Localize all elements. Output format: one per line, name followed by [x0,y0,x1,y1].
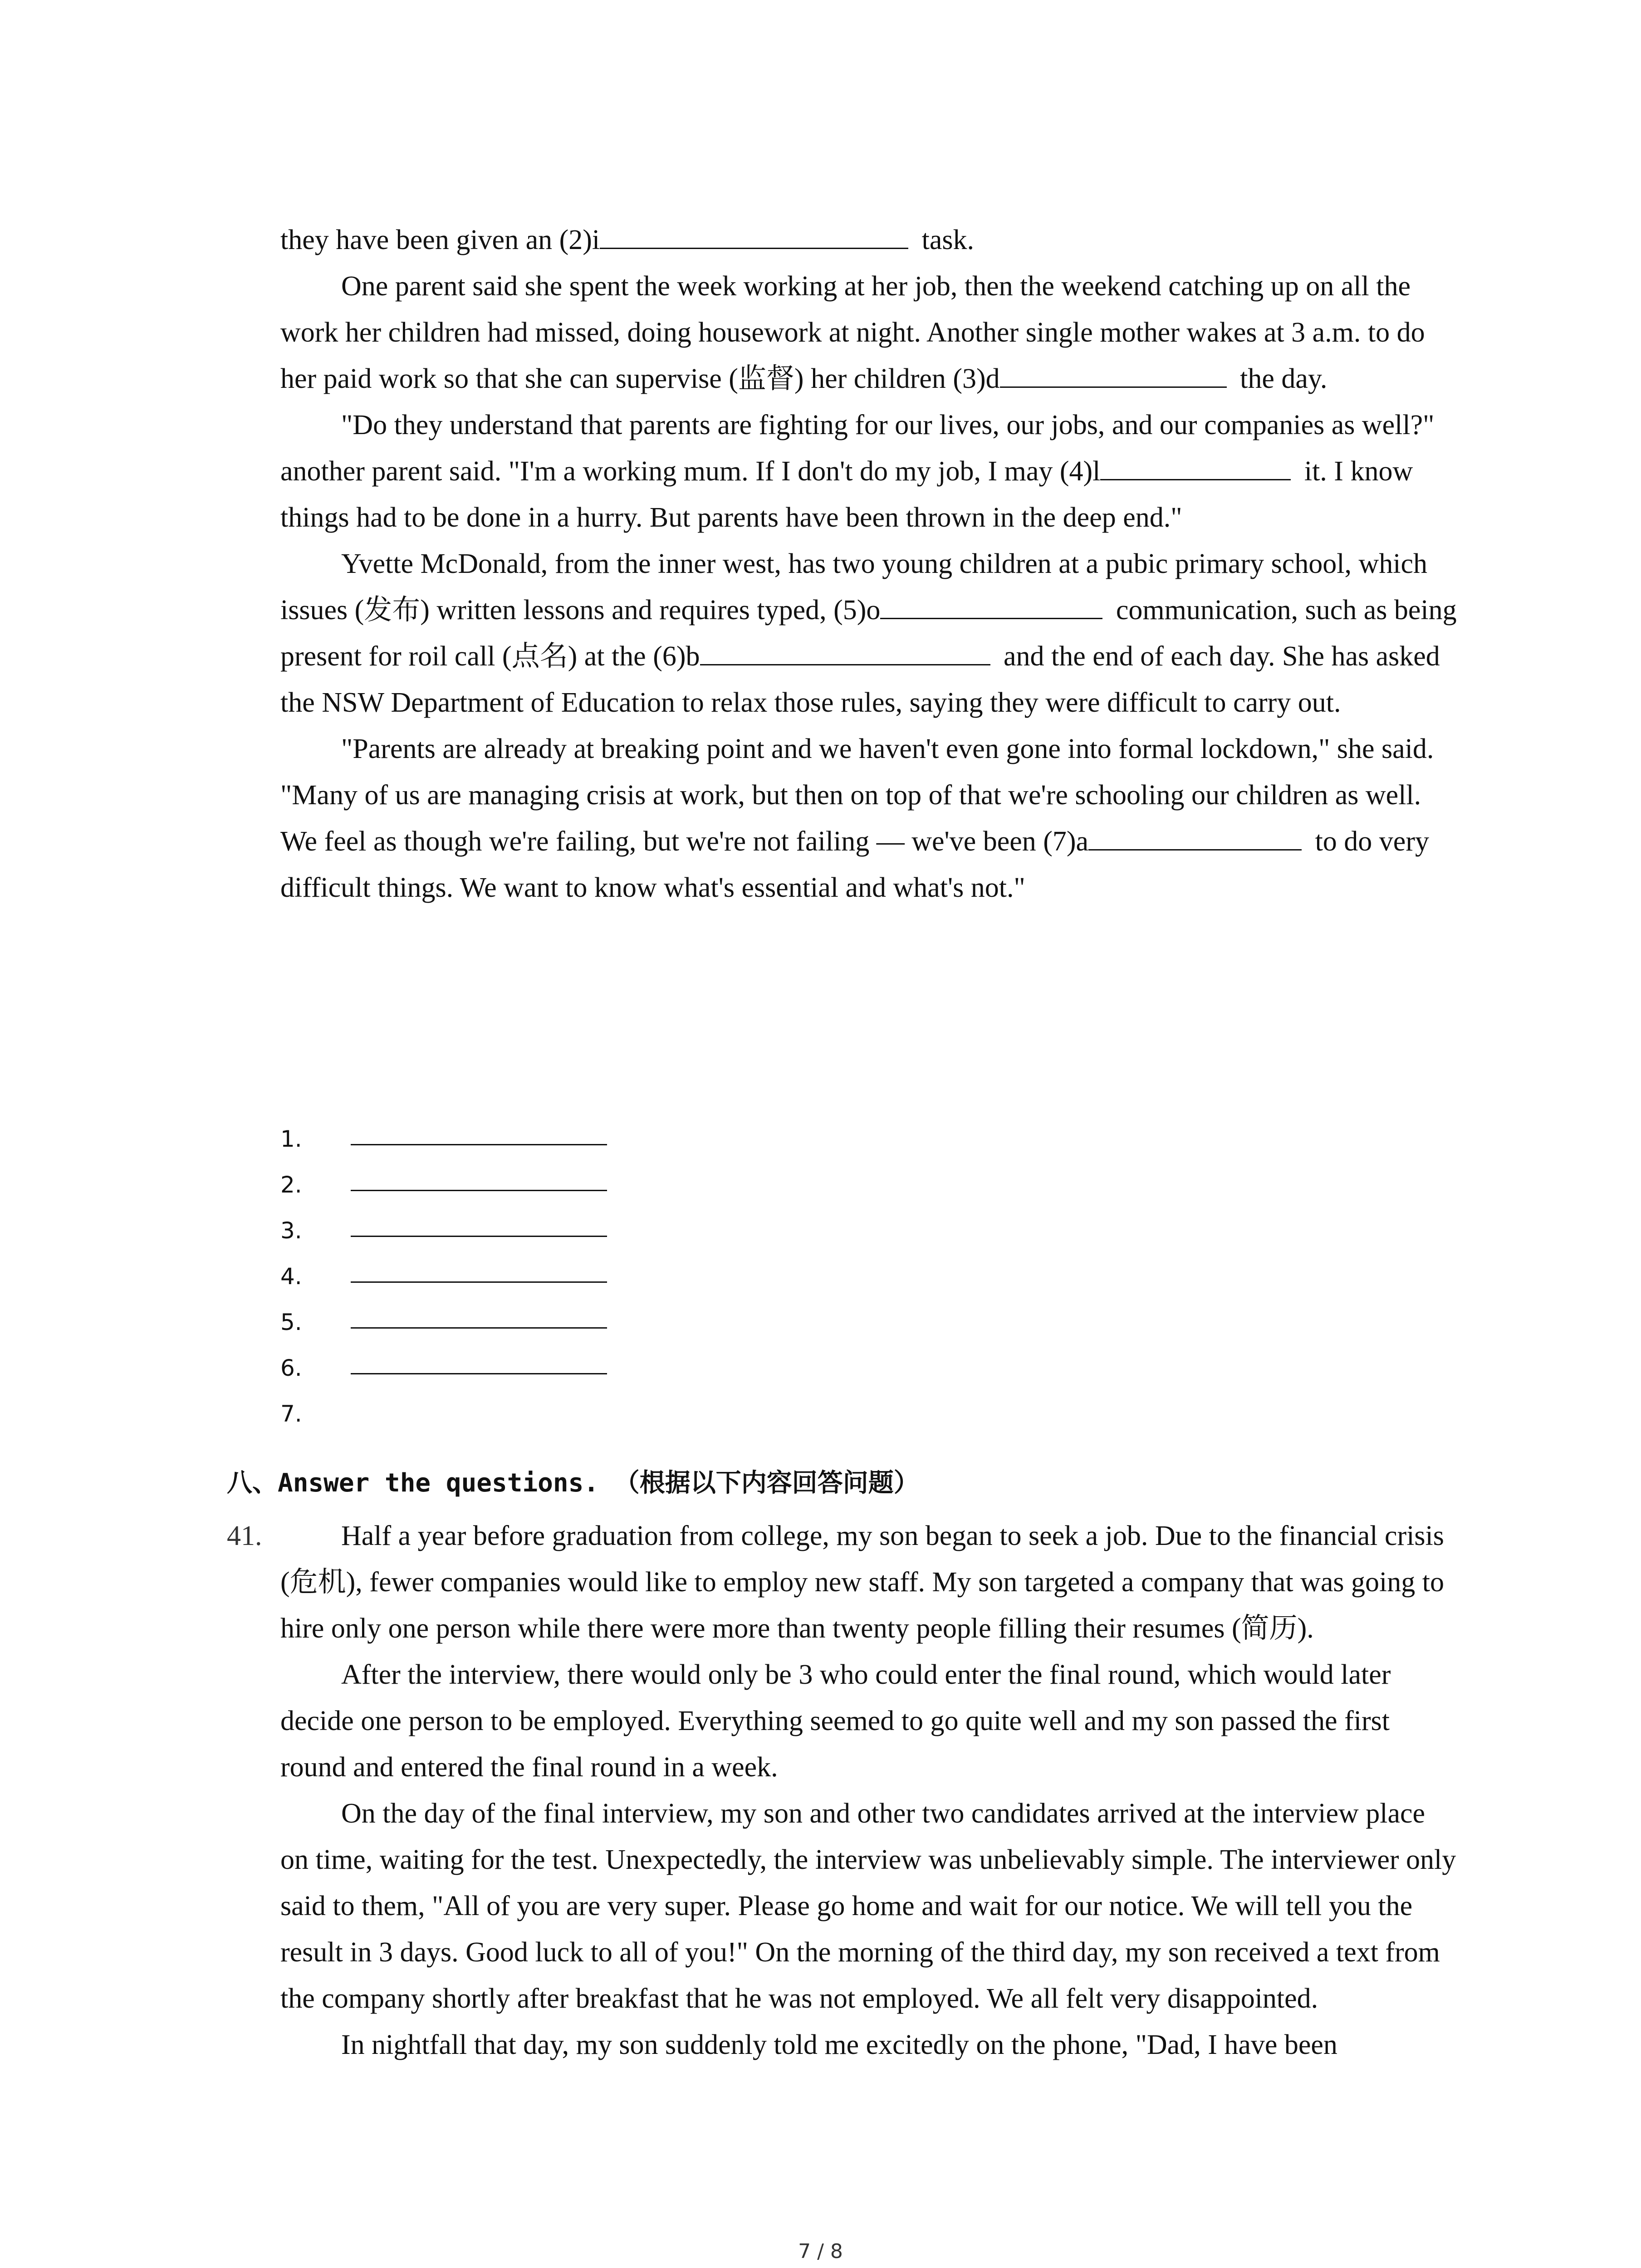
cloze-blank-5[interactable] [880,592,1102,619]
cloze-blank-2[interactable] [600,222,908,249]
question-paragraph: On the day of the final interview, my son and other two candidates arrived at the interview place on time, waiting for the test. Unexpectedly, the interview was unbelievably simple. The interviewer only said to them, "All of you are very super. Please go home and wait for our notice. We will tell you the result in 3 days. Good luck to all of you!" On the morning of the third day, my son received a text from the company shortly after breakfast that he was not employed. We all felt very disappointed. [280,1798,1456,2014]
answer-line[interactable] [351,1373,607,1374]
answer-row [280,1253,825,1299]
answer-number: 2. [280,1172,302,1198]
answer-line[interactable] [351,1281,607,1283]
passage-text: One parent said she spent the week working at her job, then the weekend catching up on all the work her children had missed, doing housework at night. Another single mother wakes at 3 a.m. to do her paid work so that she can supervise (监督) her children (3)d [280,271,1425,394]
answer-number: 6. [280,1355,302,1381]
answer-number: 4. [280,1263,302,1290]
answer-line[interactable] [351,1236,607,1237]
passage-text: and the end of each day. She has asked the NSW Department of Education to relax those rules, saying they were difficult to carry out. [280,641,1440,718]
answer-number: 3. [280,1217,302,1244]
passage-paragraph [280,217,1460,263]
section-heading: 八、Answer the questions. （根据以下内容回答问题） [227,1468,919,1498]
answer-row [280,1162,825,1207]
page-number: 7 / 8 [798,2240,843,2263]
passage-text: they have been given an (2)i [280,225,600,255]
answer-line[interactable] [351,1327,607,1329]
answer-line[interactable] [351,1144,607,1145]
passage-paragraph [280,726,1460,911]
passage-text: it. I know things had to be done in a hurry. But parents have been thrown in the deep end." [280,456,1413,533]
question-number: 41. [227,1520,262,1551]
cloze-blank-3[interactable] [1000,361,1227,388]
passage-text: Yvette McDonald, from the inner west, has two young children at a pubic primary school, which issues (发布) written lessons and requires typed, (5)o [280,548,1427,626]
passage-text: the day. [1233,363,1327,394]
cloze-blank-7[interactable] [1088,824,1302,850]
passage-paragraph [280,541,1460,726]
passage-text: communication, such as being present for roil call (点名) at the (6)b [280,595,1457,672]
answer-line[interactable] [351,1190,607,1191]
answer-row [280,1299,825,1345]
question-paragraph: After the interview, there would only be 3 who could enter the final round, which would later decide one person to be employed. Everything seemed to go quite well and my son passed the first round and entered the final round in a week. [280,1659,1391,1783]
answer-row [280,1207,825,1253]
answer-row [280,1345,825,1391]
cloze-blank-4[interactable] [1100,454,1291,480]
answer-number: 7. [280,1401,302,1427]
passage-paragraph [280,402,1460,541]
passage-text: "Do they understand that parents are fighting for our lives, our jobs, and our companies as well?" another parent said. "I'm a working mum. If I don't do my job, I may (4)l [280,410,1435,487]
question-paragraph: Half a year before graduation from college, my son began to seek a job. Due to the financial crisis (危机), fewer companies would like to employ new staff. My son targeted a company that was going to hire only one person while there were more than twenty people filling their resumes (简历). [280,1520,1444,1644]
answer-number: 1. [280,1126,302,1152]
passage-paragraph [280,263,1460,402]
question-passage [280,1513,1460,2068]
cloze-blank-6[interactable] [700,639,990,665]
passage-text: to do very difficult things. We want to know what's essential and what's not." [280,826,1429,903]
passage-text: task. [915,225,974,255]
passage [280,217,1460,911]
question-paragraph: In nightfall that day, my son suddenly told me excitedly on the phone, "Dad, I have been [341,2029,1337,2060]
answer-list [280,1116,825,1437]
answer-row [280,1391,825,1437]
passage-text: "Parents are already at breaking point and we haven't even gone into formal lockdown," she said. "Many of us are managing crisis at work, but then on top of that we're schooling our children as well. We feel as though we're failing, but we're not failing — we've been (7)a [280,733,1434,857]
answer-row [280,1116,825,1162]
answer-number: 5. [280,1309,302,1335]
